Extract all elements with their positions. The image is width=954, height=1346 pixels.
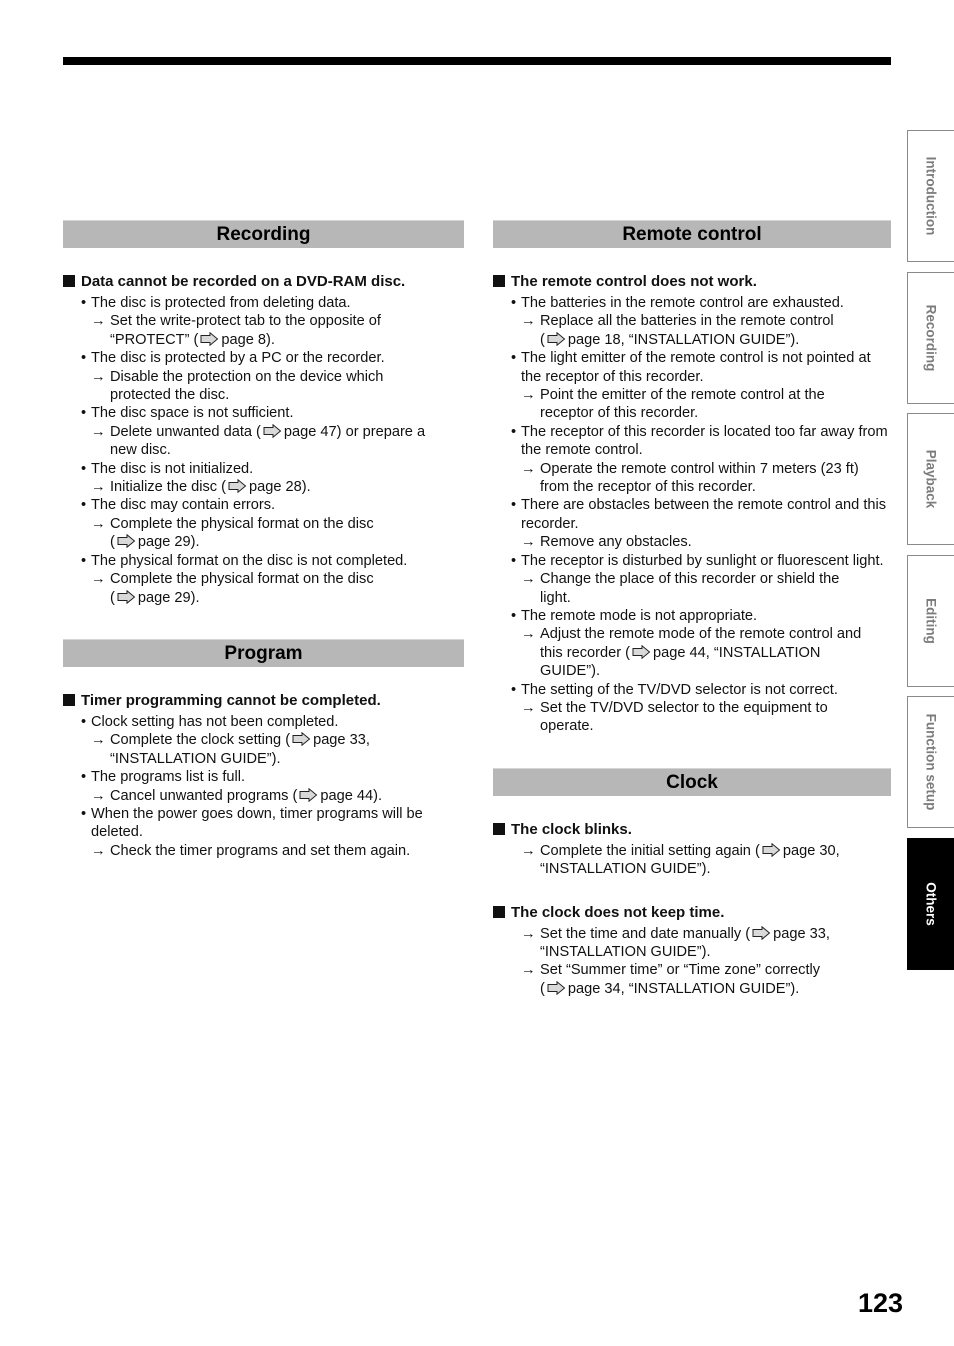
remedy-item [493,961,891,998]
bullet-icon: • [81,295,87,311]
remedy-text: Operate the remote control within 7 meters (23 ft) [540,460,859,477]
arrow-icon: → [91,842,106,859]
remedy-item [493,460,891,497]
remedy-item [63,570,464,607]
remedy-text: ). [266,331,275,348]
remedy-item [493,386,891,423]
bullet-icon: • [511,295,517,311]
remedy-text: ( [110,589,115,606]
remedy-line [110,842,464,860]
cause-item [63,805,464,842]
cause-item [63,460,464,478]
remedy-text: ) or prepare a [336,423,426,440]
page-reference-icon [299,788,318,802]
remedy-text: receptor of this recorder. [540,405,699,422]
remedy-line [110,750,464,768]
arrow-icon: → [91,515,106,532]
page-reference[interactable]: page 34 [567,980,621,997]
remedy-text: ( [540,331,545,348]
remedy-text: “INSTALLATION GUIDE”). [110,750,281,767]
remedy-item [63,515,464,552]
remedy-line [540,478,891,496]
remedy-item [63,478,464,496]
remedy-text: Set the time and date manually ( [540,925,751,942]
section-heading: Recording [63,220,464,248]
arrow-icon: → [91,571,106,588]
remedy-item [493,312,891,349]
cause-item [63,768,464,786]
remedy-line [110,331,464,349]
remedy-text: Disable the protection on the device which [110,368,384,385]
page-reference-icon [632,645,651,659]
bullet-icon: • [81,769,87,786]
page-reference[interactable]: page 8 [221,331,267,348]
remedy-text: , “INSTALLATION GUIDE”). [620,980,800,997]
remedy-line [110,570,464,588]
page-reference-icon [228,479,247,493]
section-clock [493,768,891,998]
tab-label: Function setup [923,713,939,811]
bullet-icon: • [81,405,87,422]
square-bullet-icon [63,275,75,287]
remedy-text: Complete the initial setting again ( [540,842,760,859]
remedy-text: Complete the clock setting ( [110,732,291,749]
square-bullet-icon [63,694,75,706]
page-reference-icon [117,534,136,548]
remedy-item [493,570,891,607]
arrow-icon: → [521,460,536,477]
remedy-line [110,423,464,441]
remedy-text: ). [190,534,200,551]
cause-item [493,294,891,312]
remedy-item [63,842,464,860]
cause-text: The physical format on the disc is not completed. [91,552,408,569]
remedy-text: Check the timer programs and set them again. [110,842,411,859]
page-reference[interactable]: page 44 [653,644,706,661]
tab-function-setup[interactable] [907,696,954,828]
remedy-line [110,787,464,805]
remedy-line [540,842,891,860]
remedy-text: Remove any obstacles. [540,534,692,551]
remedy-line [540,312,891,330]
remedy-text: Complete the physical format on the disc [110,515,374,532]
arrow-icon: → [521,534,536,551]
remedy-text: Cancel unwanted programs ( [110,787,298,804]
bullet-icon: • [81,497,87,514]
remedy-item [63,368,464,405]
cause-item [63,294,464,312]
left-column [63,220,464,860]
remedy-line [540,404,891,422]
page-reference-icon [200,332,219,346]
problem-title: Data cannot be recorded on a DVD-RAM disc. [81,273,406,290]
remedy-text: GUIDE”). [540,663,600,680]
remedy-line [540,662,891,680]
remedy-text: operate. [540,718,594,735]
arrow-icon: → [521,962,536,979]
page-reference-icon [117,590,136,604]
bullet-icon: • [81,713,87,730]
problem-title: The remote control does not work. [511,273,757,290]
remedy-item [63,312,464,349]
problem-heading [493,904,891,922]
remedy-item [493,925,891,962]
tab-label: Introduction [923,156,939,236]
cause-item [63,404,464,422]
remedy-text: ( [110,534,115,551]
page-reference[interactable]: page 29 [137,534,191,551]
page-reference-icon [752,926,771,940]
arrow-icon: → [91,423,106,440]
remedy-line [540,644,891,662]
section-heading: Remote control [493,220,891,248]
remedy-line [540,386,891,404]
remedy-item [493,699,891,736]
remedy-text: light. [540,589,571,606]
remedy-line [110,441,464,459]
section-program [63,639,464,860]
square-bullet-icon [493,823,505,835]
remedy-line [540,980,891,998]
remedy-item [493,533,891,551]
remedy-text: ( [540,980,545,997]
cause-text: The disc space is not sufficient. [91,405,294,422]
cause-item [63,349,464,367]
cause-item [493,681,891,699]
bullet-icon: • [511,607,517,624]
cause-text: The disc may contain errors. [91,497,276,514]
cause-text: The receptor of this recorder is located too far away from the remote control. [521,423,888,459]
problem-heading [493,273,891,291]
remedy-item [493,625,891,680]
cause-item [493,496,891,533]
section-heading: Clock [493,768,891,796]
remedy-text: new disc. [110,442,171,459]
arrow-icon: → [521,925,536,942]
cause-item [63,713,464,731]
cause-text: The disc is protected by a PC or the recorder. [91,350,385,367]
problem-items [63,713,464,860]
tab-label: Editing [923,598,939,644]
remedy-line [540,589,891,607]
arrow-icon: → [521,699,536,716]
problem-items [63,294,464,607]
remedy-text: “INSTALLATION GUIDE”). [540,861,711,878]
remedy-item [493,842,891,879]
cause-text: When the power goes down, timer programs will be deleted. [91,805,423,841]
tab-label: Recording [923,304,939,372]
cause-item [493,349,891,386]
remedy-line [110,478,464,496]
tab-editing[interactable] [907,555,954,687]
remedy-text: Replace all the batteries in the remote control [540,313,834,330]
remedy-line [540,533,891,551]
problem-title: The clock blinks. [511,820,632,838]
arrow-icon: → [521,626,536,643]
remedy-line [110,533,464,551]
arrow-icon: → [521,387,536,404]
remedy-text: Set the write-protect tab to the opposite of [110,313,381,330]
cause-text: The disc is protected from deleting data. [91,295,351,311]
remedy-text: Point the emitter of the remote control at the [540,387,825,404]
cause-text: There are obstacles between the remote control and this recorder. [521,497,887,532]
cause-item [493,607,891,625]
top-rule [63,57,891,65]
remedy-line [540,699,891,717]
remedy-text: Adjust the remote mode of the remote control and [540,626,862,643]
bullet-icon: • [81,805,87,822]
remedy-text: Complete the physical format on the disc [110,571,374,588]
remedy-text: Set the TV/DVD selector to the equipment to [540,699,828,716]
remedy-text: Initialize the disc ( [110,479,226,496]
square-bullet-icon [493,275,505,287]
remedy-line [540,570,891,588]
remedy-text: ). [301,479,311,496]
remedy-item [63,423,464,460]
section-recording [63,220,464,607]
problem-heading [63,273,464,291]
cause-text: The setting of the TV/DVD selector is not correct. [521,681,838,698]
page-reference[interactable]: page 30 [782,842,836,859]
tab-recording[interactable] [907,272,954,404]
remedy-line [540,961,891,979]
right-column [493,220,891,998]
tab-introduction[interactable] [907,130,954,262]
remedy-text: “INSTALLATION GUIDE”). [540,943,711,960]
remedy-line [110,515,464,533]
arrow-icon: → [521,571,536,588]
page-reference-icon [547,332,566,346]
problem-title: Timer programming cannot be completed. [81,691,381,709]
problem-items [493,925,891,999]
square-bullet-icon [493,906,505,918]
bullet-icon: • [511,552,517,569]
cause-text: The remote mode is not appropriate. [521,607,758,624]
bullet-icon: • [81,552,87,569]
bullet-icon: • [511,681,517,698]
page-reference[interactable]: page 44 [320,787,374,804]
page-reference[interactable]: page 33 [773,925,826,942]
arrow-icon: → [91,368,106,385]
remedy-item [63,787,464,805]
problem-heading [63,692,464,710]
cause-text: Clock setting has not been completed. [91,713,339,730]
tab-label: Playback [923,449,939,509]
remedy-line [540,943,891,961]
remedy-text: ). [190,589,200,606]
page-reference-icon [292,732,311,746]
bullet-icon: • [81,350,87,367]
page-reference-icon [547,981,566,995]
bullet-icon: • [511,497,517,514]
problem-items [493,842,891,879]
remedy-line [540,625,891,643]
remedy-text: ). [373,787,383,804]
page-reference-icon [263,424,282,438]
bullet-icon: • [81,460,87,477]
remedy-line [540,717,891,735]
remedy-text: Delete unwanted data ( [110,423,261,440]
remedy-text: Change the place of this recorder or shield the [540,571,840,588]
cause-item [63,496,464,514]
arrow-icon: → [91,787,106,804]
remedy-line [110,368,464,386]
remedy-line [540,860,891,878]
remedy-text: Set “Summer time” or “Time zone” correctly [540,962,821,979]
page-reference[interactable]: page 18 [567,331,621,348]
remedy-line [110,312,464,330]
page-reference[interactable]: page 47 [283,423,337,440]
remedy-text: , “INSTALLATION [705,644,821,661]
problem-heading [493,821,891,839]
remedy-line [540,331,891,349]
problem-items [493,294,891,736]
bullet-icon: • [511,350,517,367]
arrow-icon: → [91,732,106,749]
remedy-text: “PROTECT” ( [110,331,199,348]
cause-item [493,423,891,460]
remedy-text: , “INSTALLATION GUIDE”). [620,331,800,348]
remedy-text: this recorder ( [540,644,631,661]
remedy-text: , [825,925,830,942]
remedy-line [110,386,464,404]
cause-text: The disc is not initialized. [91,460,254,477]
cause-item [493,552,891,570]
arrow-icon: → [91,479,106,496]
bullet-icon: • [511,423,517,440]
arrow-icon: → [91,313,106,330]
cause-text: The light emitter of the remote control is not pointed at the receptor of this recorder. [521,350,871,385]
cause-item [63,552,464,570]
page-number: 123 [858,1288,904,1318]
section-remote-control [493,220,891,736]
remedy-line [540,460,891,478]
remedy-text: from the receptor of this recorder. [540,479,756,496]
remedy-item [63,731,464,768]
page-reference[interactable]: page 33 [313,732,366,749]
remedy-text: , [365,732,370,749]
cause-text: The batteries in the remote control are exhausted. [521,295,844,311]
page-reference[interactable]: page 28 [249,479,302,496]
page-reference[interactable]: page 29 [137,589,191,606]
cause-text: The receptor is disturbed by sunlight or fluorescent light. [521,552,884,569]
tab-others[interactable] [907,838,954,970]
section-heading: Program [63,639,464,667]
remedy-line [110,589,464,607]
tab-label: Others [923,882,939,926]
tab-playback[interactable] [907,413,954,545]
remedy-line [110,731,464,749]
arrow-icon: → [521,842,536,859]
remedy-text: protected the disc. [110,387,230,404]
page-reference-icon [762,843,781,857]
arrow-icon: → [521,313,536,330]
remedy-text: , [835,842,840,859]
cause-text: The programs list is full. [91,769,246,786]
remedy-line [540,925,891,943]
problem-title: The clock does not keep time. [511,903,725,921]
